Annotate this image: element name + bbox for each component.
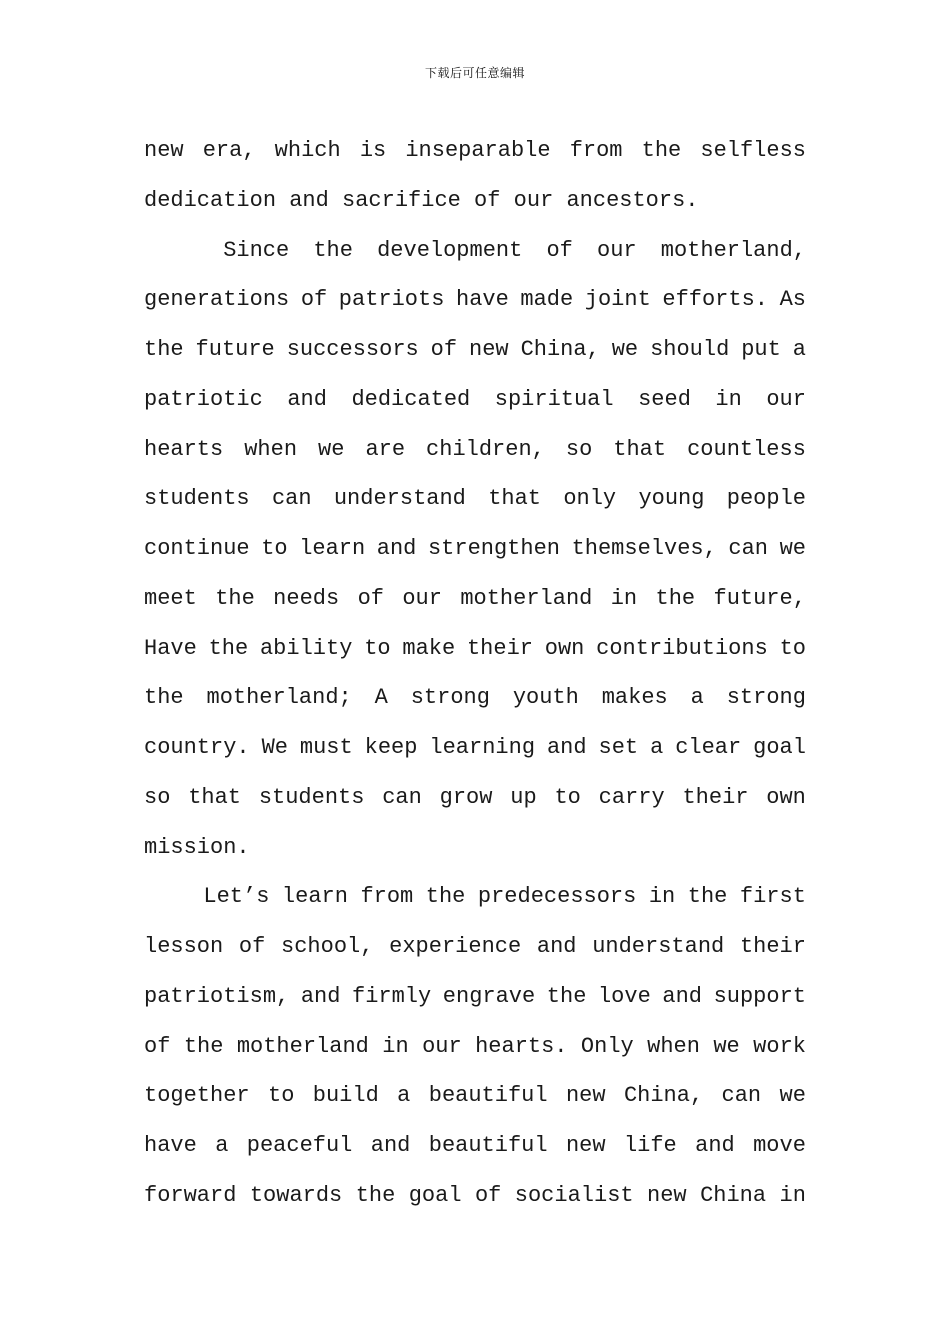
paragraph bbox=[144, 872, 806, 1220]
text-line: mission. bbox=[144, 834, 250, 860]
text-line: Let’s learn from the predecessors in the first bbox=[203, 884, 806, 910]
text-line: country. We must keep learning and set a clear goal bbox=[144, 735, 806, 760]
text-line: patriotism, and firmly engrave the love and support bbox=[144, 983, 806, 1009]
text-line: Since the development of our motherland, bbox=[223, 237, 806, 263]
paragraph bbox=[144, 226, 806, 873]
text-line: the motherland; A strong youth makes a strong bbox=[144, 685, 806, 711]
text-line: the future successors of new China, we should put a bbox=[144, 337, 806, 362]
text-line: forward towards the goal of socialist new China in bbox=[144, 1182, 806, 1208]
text-line: patriotic and dedicated spiritual seed in our bbox=[144, 386, 806, 412]
text-line: Have the ability to make their own contributions to bbox=[144, 635, 806, 661]
text-line: have a peaceful and beautiful new life and move bbox=[144, 1133, 806, 1158]
text-line: students can understand that only young people bbox=[144, 486, 806, 512]
text-line: hearts when we are children, so that countless bbox=[144, 436, 806, 462]
body-text bbox=[144, 126, 806, 1221]
paragraph bbox=[144, 126, 806, 226]
text-line: lesson of school, experience and understand their bbox=[144, 934, 806, 959]
text-line: of the motherland in our hearts. Only when we work bbox=[144, 1033, 806, 1059]
text-line: so that students can grow up to carry their own bbox=[144, 784, 806, 810]
text-line: dedication and sacrifice of our ancestors. bbox=[144, 187, 699, 213]
text-line: continue to learn and strengthen themselves, can we bbox=[144, 536, 806, 561]
text-line: together to build a beautiful new China, can we bbox=[144, 1083, 806, 1109]
page-header: 下载后可任意编辑 bbox=[424, 66, 525, 80]
text-line: generations of patriots have made joint efforts. As bbox=[144, 287, 806, 313]
text-line: meet the needs of our motherland in the future, bbox=[144, 585, 806, 611]
text-line: new era, which is inseparable from the selfless bbox=[144, 138, 806, 163]
